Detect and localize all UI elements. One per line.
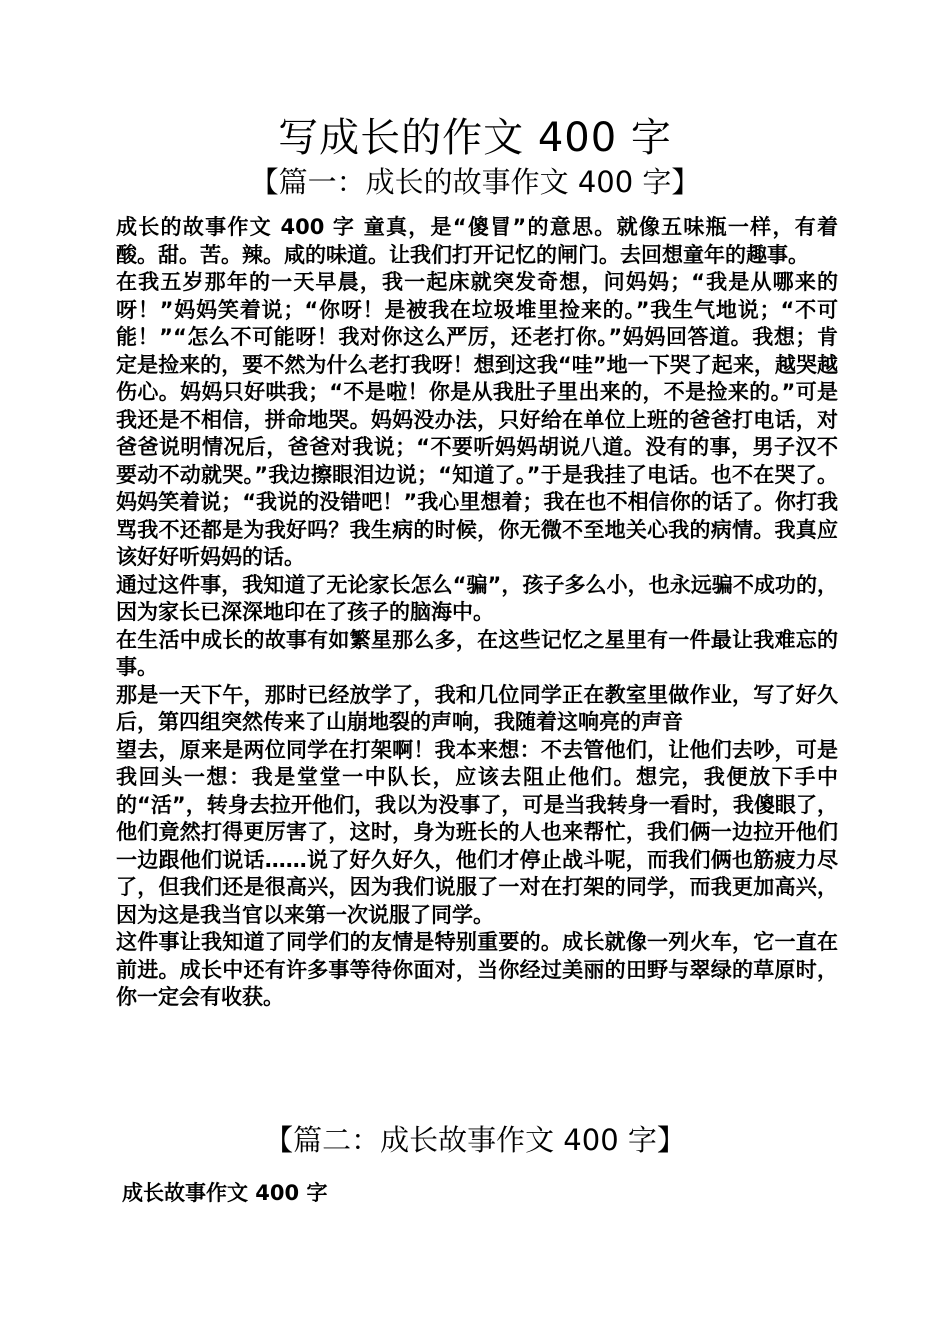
section-2-subtitle: 成长故事作文 400 字 <box>122 1181 328 1205</box>
document-title: 写成长的作文 400 字 <box>278 115 672 161</box>
paragraph: 在生活中成长的故事有如繁星那么多，在这些记忆之星里有一件最让我难忘的事。 <box>116 627 838 679</box>
paragraph: 这件事让我知道了同学们的友情是特别重要的。成长就像一列火车，它一直在前进。成长中还有许多事等待你面对，当你经过美丽的田野与翠绿的草原时，你一定会有收获。 <box>116 930 838 1009</box>
section-1-body <box>116 214 838 1012</box>
paragraph: 通过这件事，我知道了无论家长怎么“骗”，孩子多么小，也永远骗不成功的，因为家长已深深地印在了孩子的脑海中。 <box>116 572 838 624</box>
paragraph: 在我五岁那年的一天早晨，我一起床就突发奇想，问妈妈；“我是从哪来的呀！”妈妈笑着说；“你呀！是被我在垃圾堆里捡来的。”我生气地说；“不可能！”“怎么不可能呀！我对你这么严厉，还老打你。”妈妈回答道。我想；肯定是捡来的，要不然为什么老打我呀！想到这我“哇”地一下哭了起来，越哭越伤心。妈妈只好哄我；“不是啦！你是从我肚子里出来的，不是捡来的。”可是我还是不相信，拼命地哭。妈妈没办法，只好给在单位上班的爸爸打电话，对爸爸说明情况后，爸爸对我说；“不要听妈妈胡说八道。没有的事，男子汉不要动不动就哭。”我边擦眼泪边说；“知道了。”于是我挂了电话。也不在哭了。妈妈笑着说；“我说的没错吧！”我心里想着；我在也不相信你的话了。你打我骂我不还都是为我好吗？我生病的时候，你无微不至地关心我的病情。我真应该好好听妈妈的话。 <box>116 270 838 569</box>
section-heading-2: 【篇二：成长故事作文 400 字】 <box>264 1123 686 1157</box>
section-heading-1: 【篇一：成长的故事作文 400 字】 <box>249 165 701 199</box>
paragraph: 那是一天下午，那时已经放学了，我和几位同学正在教室里做作业，写了好久后，第四组突然传来了山崩地裂的声响，我随着这响亮的声音 <box>116 682 838 734</box>
paragraph: 成长的故事作文 400 字 童真，是“傻冒”的意思。就像五味瓶一样，有着酸。甜。苦。辣。咸的味道。让我们打开记忆的闸门。去回想童年的趣事。 <box>116 215 838 267</box>
paragraph: 望去，原来是两位同学在打架啊！我本来想：不去管他们，让他们去吵，可是我回头一想：我是堂堂一中队长，应该去阻止他们。想完，我便放下手中的“活”，转身去拉开他们，我以为没事了，可是当我转身一看时，我傻眼了，他们竟然打得更厉害了，这时，身为班长的人也来帮忙，我们俩一边拉开他们一边跟他们说话……说了好久好久，他们才停止战斗呢，而我们俩也筋疲力尽了，但我们还是很高兴，因为我们说服了一对在打架的同学，而我更加高兴，因为这是我当官以来第一次说服了同学。 <box>116 737 838 927</box>
